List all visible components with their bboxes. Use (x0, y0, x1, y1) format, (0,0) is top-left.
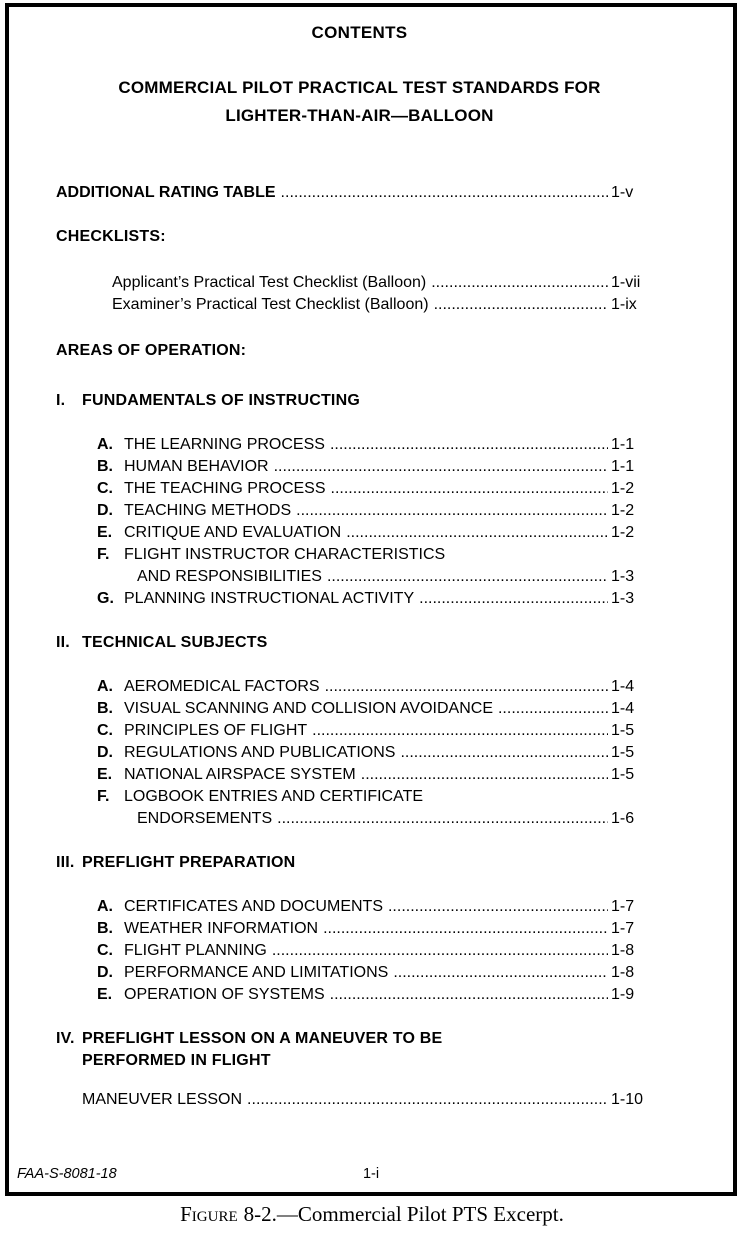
toc-entry-maneuver-lesson (56, 1089, 663, 1111)
section-title-line1: PREFLIGHT LESSON ON A MANEUVER TO BE (82, 1030, 443, 1047)
toc-entry (56, 896, 663, 918)
dot-leader (400, 742, 608, 764)
toc-entry-label: WEATHER INFORMATION (124, 920, 319, 937)
toc-entry (56, 676, 663, 698)
dot-leader (296, 500, 608, 522)
toc-entry (56, 962, 663, 984)
toc-entry (56, 720, 663, 742)
dot-leader (431, 272, 608, 294)
page-footer (9, 1162, 733, 1182)
toc-entry-page: 1-6 (611, 810, 635, 827)
toc-entry-label: REGULATIONS AND PUBLICATIONS (124, 744, 396, 761)
dot-leader (393, 962, 608, 984)
toc-entry-additional-rating (56, 182, 663, 204)
section-title: PREFLIGHT PREPARATION (82, 854, 296, 871)
toc-entry-label: AEROMEDICAL FACTORS (124, 678, 320, 695)
dot-leader (330, 434, 608, 456)
figure-caption-label: Figure (180, 1202, 238, 1226)
dot-leader (323, 918, 608, 940)
toc-entry-continuation (56, 808, 663, 830)
figure-caption (0, 1202, 744, 1227)
toc-entry-label: ENDORSEMENTS (137, 810, 273, 827)
toc-entry (56, 522, 663, 544)
dot-leader (419, 588, 608, 610)
toc-entry-letter: F. (97, 788, 110, 805)
toc-entry-letter: E. (97, 766, 113, 783)
toc-entry-page: 1-4 (611, 700, 635, 717)
dot-leader (325, 676, 608, 698)
toc-entry-label: Examiner’s Practical Test Checklist (Balloon) (112, 296, 429, 313)
toc-entry-page: 1-7 (611, 920, 635, 937)
areas-of-operation-heading: AREAS OF OPERATION: (56, 342, 247, 359)
section-entries (56, 1089, 663, 1111)
toc-entry-letter: G. (97, 590, 114, 607)
section-entries (56, 434, 663, 610)
toc-entry-page: 1-5 (611, 766, 635, 783)
toc-entry (56, 456, 663, 478)
section-numeral: II. (56, 634, 70, 651)
dot-leader (498, 698, 608, 720)
toc-entry-page: 1-4 (611, 678, 635, 695)
toc-entry-letter: D. (97, 964, 113, 981)
dot-leader (331, 478, 608, 500)
toc-entry-letter: B. (97, 700, 113, 717)
checklist-entries (56, 272, 663, 316)
toc-entry-page: 1-5 (611, 744, 635, 761)
section-preflight-preparation (56, 852, 663, 1006)
toc-entry-label: PERFORMANCE AND LIMITATIONS (124, 964, 389, 981)
toc-entry-label: OPERATION OF SYSTEMS (124, 986, 325, 1003)
toc-entry-letter: B. (97, 920, 113, 937)
toc-entry-letter: A. (97, 436, 113, 453)
toc-entry-label: VISUAL SCANNING AND COLLISION AVOIDANCE (124, 700, 493, 717)
toc-entry-label: HUMAN BEHAVIOR (124, 458, 269, 475)
toc-entry-page: 1-3 (611, 568, 635, 585)
section-numeral: III. (56, 854, 75, 871)
toc-entry-letter: A. (97, 678, 113, 695)
document-title-line2: LIGHTER-THAN-AIR—BALLOON (225, 106, 494, 125)
toc-entry-label: MANEUVER LESSON (82, 1091, 243, 1108)
section-entries (56, 896, 663, 1006)
section-title (82, 1028, 663, 1072)
toc-entry-page: 1-vii (611, 274, 641, 291)
toc-entry (56, 434, 663, 456)
folio-page-number: 1-i (362, 1166, 380, 1182)
section-heading (56, 852, 663, 874)
toc-entry-applicant-checklist (56, 272, 663, 294)
section-entries (56, 676, 663, 830)
toc-entry-label: CERTIFICATES AND DOCUMENTS (124, 898, 383, 915)
toc-entry-letter: C. (97, 722, 113, 739)
dot-leader (312, 720, 608, 742)
figure-caption-text: 8-2.—Commercial Pilot PTS Excerpt. (243, 1202, 564, 1226)
toc-entry (56, 940, 663, 962)
document-number: FAA-S-8081-18 (17, 1166, 117, 1182)
toc-entry-page: 1-8 (611, 964, 635, 981)
toc-entry-label: FLIGHT INSTRUCTOR CHARACTERISTICS (124, 546, 446, 563)
contents-heading: CONTENTS (311, 23, 408, 42)
toc-entry-letter: C. (97, 480, 113, 497)
toc-entry-page: 1-1 (611, 436, 635, 453)
toc-entry-page: 1-ix (611, 296, 637, 313)
toc-entry-letter: E. (97, 986, 113, 1003)
toc-entry-letter: A. (97, 898, 113, 915)
toc-entry (56, 698, 663, 720)
toc-entry-page: 1-10 (611, 1091, 644, 1108)
document-title-line1: COMMERCIAL PILOT PRACTICAL TEST STANDARDS FOR (118, 78, 601, 97)
section-preflight-lesson (56, 1028, 663, 1111)
toc-entry-examiner-checklist (56, 294, 663, 316)
toc-entry-page: 1-2 (611, 524, 635, 541)
section-heading (56, 1028, 663, 1072)
toc-entry-letter: B. (97, 458, 113, 475)
toc-entry-label: LOGBOOK ENTRIES AND CERTIFICATE (124, 788, 424, 805)
toc-entry-label: FLIGHT PLANNING (124, 942, 267, 959)
dot-leader (277, 808, 608, 830)
dot-leader (327, 566, 608, 588)
toc-entry-letter: D. (97, 502, 113, 519)
toc-entry-label: ADDITIONAL RATING TABLE (56, 184, 276, 201)
toc-entry-letter: C. (97, 942, 113, 959)
toc-entry-page: 1-3 (611, 590, 635, 607)
toc-entry-page: 1-1 (611, 458, 635, 475)
toc-entry-label: AND RESPONSIBILITIES (137, 568, 322, 585)
dot-leader (388, 896, 608, 918)
toc-entry-page: 1-v (611, 184, 634, 201)
section-heading (56, 632, 663, 654)
toc-entry-page: 1-2 (611, 502, 635, 519)
table-of-contents (56, 7, 663, 1111)
toc-entry-label: PLANNING INSTRUCTIONAL ACTIVITY (124, 590, 415, 607)
toc-entry (56, 742, 663, 764)
dot-leader (330, 984, 608, 1006)
section-numeral: IV. (56, 1030, 75, 1047)
toc-entry-label: NATIONAL AIRSPACE SYSTEM (124, 766, 356, 783)
toc-entry (56, 500, 663, 522)
toc-entry-label: Applicant’s Practical Test Checklist (Balloon) (112, 274, 427, 291)
section-technical-subjects (56, 632, 663, 830)
toc-entry-letter: D. (97, 744, 113, 761)
toc-entry (56, 984, 663, 1006)
toc-entry (56, 588, 663, 610)
dot-leader (361, 764, 608, 786)
toc-entry-page: 1-7 (611, 898, 635, 915)
toc-entry-page: 1-9 (611, 986, 635, 1003)
section-title: FUNDAMENTALS OF INSTRUCTING (82, 392, 360, 409)
dot-leader (281, 182, 608, 204)
toc-entry-label: TEACHING METHODS (124, 502, 292, 519)
toc-entry-letter: F. (97, 546, 110, 563)
section-heading (56, 390, 663, 412)
dot-leader (247, 1089, 608, 1111)
section-title: TECHNICAL SUBJECTS (82, 634, 268, 651)
section-title-line2: PERFORMED IN FLIGHT (82, 1052, 271, 1069)
toc-entry (56, 544, 663, 566)
toc-entry (56, 786, 663, 808)
dot-leader (274, 456, 608, 478)
toc-entry-continuation (56, 566, 663, 588)
dot-leader (434, 294, 608, 316)
toc-entry-label: CRITIQUE AND EVALUATION (124, 524, 342, 541)
toc-entry-letter: E. (97, 524, 113, 541)
document-page-frame (5, 3, 737, 1196)
dot-leader (346, 522, 608, 544)
toc-entry-page: 1-2 (611, 480, 635, 497)
toc-entry-label: THE LEARNING PROCESS (124, 436, 325, 453)
section-fundamentals-of-instructing (56, 390, 663, 610)
toc-entry-page: 1-8 (611, 942, 635, 959)
toc-entry (56, 764, 663, 786)
checklists-heading: CHECKLISTS: (56, 228, 166, 245)
toc-entry (56, 478, 663, 500)
dot-leader (272, 940, 608, 962)
toc-entry-label: PRINCIPLES OF FLIGHT (124, 722, 308, 739)
section-numeral: I. (56, 392, 66, 409)
toc-entry-label: THE TEACHING PROCESS (124, 480, 326, 497)
toc-entry-page: 1-5 (611, 722, 635, 739)
document-title (56, 74, 663, 130)
toc-entry (56, 918, 663, 940)
